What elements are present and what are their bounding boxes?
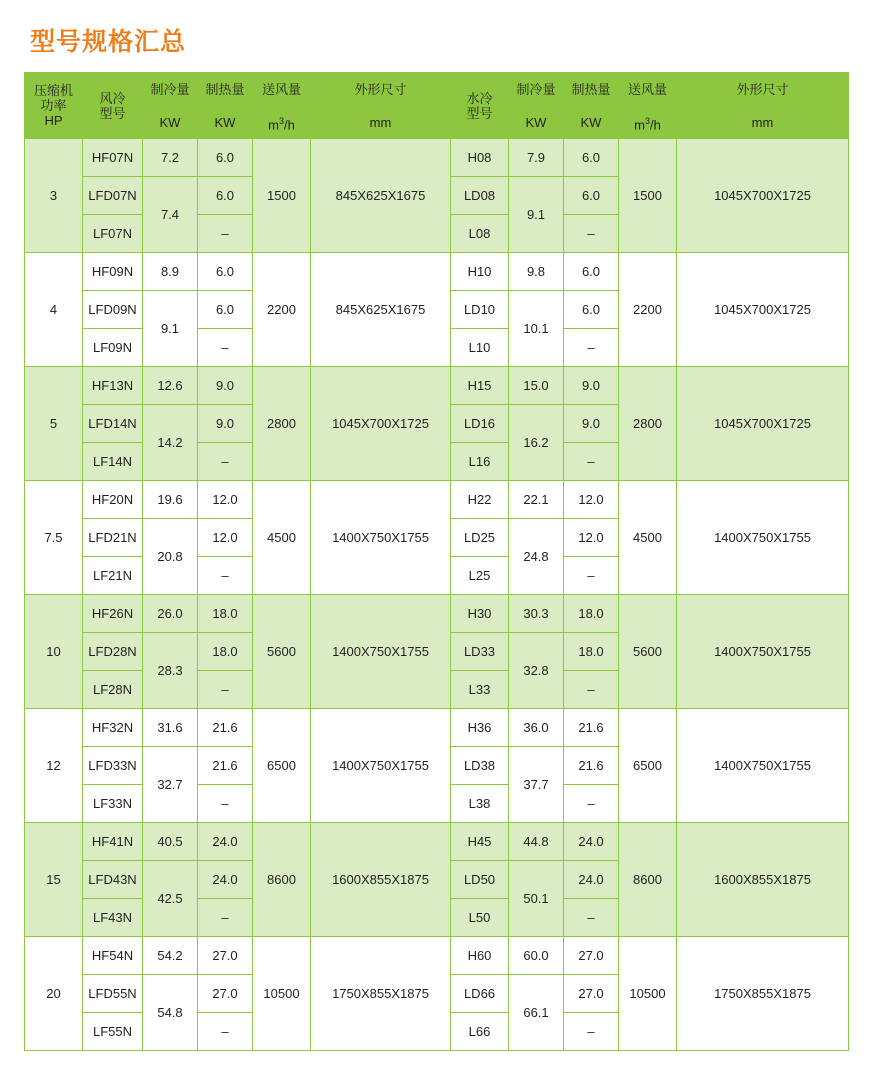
unit-water-airflow-tail: /h [650, 117, 661, 133]
cell-air-model: HF09N [83, 253, 143, 291]
unit-air-airflow-base: m [268, 117, 279, 133]
cell-air-model: LFD14N [83, 405, 143, 443]
header-water-model-line1: 水冷 [466, 90, 493, 106]
cell-air-cooling: 19.6 [143, 481, 198, 519]
cell-air-model: LFD09N [83, 291, 143, 329]
table-header-row-1 [25, 73, 849, 108]
cell-hp: 15 [25, 823, 83, 937]
cell-air-airflow: 5600 [253, 595, 311, 709]
cell-water-model: LD16 [451, 405, 509, 443]
cell-water-heating: – [564, 785, 619, 823]
cell-air-cooling: 7.2 [143, 139, 198, 177]
cell-water-dimensions: 1400X750X1755 [677, 481, 849, 595]
cell-air-dimensions: 1045X700X1725 [311, 367, 451, 481]
cell-air-model: LF33N [83, 785, 143, 823]
cell-water-model: L38 [451, 785, 509, 823]
header-air-dimensions: 外形尺寸 [311, 73, 451, 108]
cell-air-cooling: 12.6 [143, 367, 198, 405]
cell-water-heating: 9.0 [564, 367, 619, 405]
cell-air-heating: – [198, 671, 253, 709]
header-air-airflow: 送风量 [253, 73, 311, 108]
cell-air-model: LFD07N [83, 177, 143, 215]
cell-hp: 3 [25, 139, 83, 253]
cell-air-airflow: 2200 [253, 253, 311, 367]
cell-air-model: LFD55N [83, 975, 143, 1013]
cell-water-cooling: 36.0 [509, 709, 564, 747]
cell-air-airflow: 4500 [253, 481, 311, 595]
cell-water-model: LD66 [451, 975, 509, 1013]
cell-water-cooling: 50.1 [509, 861, 564, 937]
cell-air-model: HF41N [83, 823, 143, 861]
unit-air-airflow-tail: /h [284, 117, 295, 133]
cell-water-cooling: 66.1 [509, 975, 564, 1051]
unit-water-dimensions: mm [677, 108, 849, 139]
cell-water-model: H22 [451, 481, 509, 519]
cell-hp: 7.5 [25, 481, 83, 595]
cell-air-model: HF54N [83, 937, 143, 975]
header-hp-line2: 功率 [40, 98, 67, 113]
cell-water-cooling: 7.9 [509, 139, 564, 177]
table-row [25, 937, 849, 975]
cell-water-cooling: 10.1 [509, 291, 564, 367]
cell-water-model: H10 [451, 253, 509, 291]
cell-water-cooling: 15.0 [509, 367, 564, 405]
cell-air-model: LFD28N [83, 633, 143, 671]
cell-water-model: H15 [451, 367, 509, 405]
cell-air-cooling: 7.4 [143, 177, 198, 253]
header-water-cooling: 制冷量 [509, 73, 564, 108]
cell-water-model: LD38 [451, 747, 509, 785]
cell-water-model: H36 [451, 709, 509, 747]
cell-air-heating: 9.0 [198, 405, 253, 443]
cell-water-cooling: 24.8 [509, 519, 564, 595]
cell-air-model: HF32N [83, 709, 143, 747]
cell-water-cooling: 9.8 [509, 253, 564, 291]
table-row [25, 709, 849, 747]
cell-air-heating: 6.0 [198, 253, 253, 291]
cell-air-dimensions: 1400X750X1755 [311, 709, 451, 823]
cell-air-airflow: 6500 [253, 709, 311, 823]
table-row [25, 253, 849, 291]
table-row [25, 367, 849, 405]
unit-air-heating: KW [198, 108, 253, 139]
cell-water-model: H45 [451, 823, 509, 861]
cell-air-dimensions: 845X625X1675 [311, 253, 451, 367]
cell-water-model: L16 [451, 443, 509, 481]
cell-water-airflow: 4500 [619, 481, 677, 595]
header-water-model [451, 73, 509, 139]
cell-water-airflow: 2200 [619, 253, 677, 367]
cell-water-heating: 6.0 [564, 253, 619, 291]
cell-hp: 12 [25, 709, 83, 823]
cell-air-model: HF13N [83, 367, 143, 405]
cell-water-heating: – [564, 329, 619, 367]
cell-water-model: LD50 [451, 861, 509, 899]
cell-air-model: LF14N [83, 443, 143, 481]
header-water-heating: 制热量 [564, 73, 619, 108]
header-air-cooling: 制冷量 [143, 73, 198, 108]
cell-water-heating: 12.0 [564, 481, 619, 519]
cell-water-airflow: 8600 [619, 823, 677, 937]
header-water-airflow: 送风量 [619, 73, 677, 108]
table-header-row-2 [25, 108, 849, 139]
cell-air-heating: 27.0 [198, 937, 253, 975]
cell-air-airflow: 1500 [253, 139, 311, 253]
cell-water-heating: 6.0 [564, 139, 619, 177]
cell-water-cooling: 60.0 [509, 937, 564, 975]
cell-water-heating: 18.0 [564, 595, 619, 633]
page-title: 型号规格汇总 [30, 28, 187, 56]
cell-air-model: LF43N [83, 899, 143, 937]
cell-water-dimensions: 1400X750X1755 [677, 595, 849, 709]
cell-air-heating: 6.0 [198, 291, 253, 329]
cell-hp: 20 [25, 937, 83, 1051]
cell-water-heating: – [564, 215, 619, 253]
cell-water-dimensions: 1045X700X1725 [677, 367, 849, 481]
cell-air-airflow: 2800 [253, 367, 311, 481]
cell-air-heating: – [198, 557, 253, 595]
cell-water-heating: 27.0 [564, 937, 619, 975]
cell-air-heating: 6.0 [198, 177, 253, 215]
cell-air-heating: 27.0 [198, 975, 253, 1013]
cell-water-model: H30 [451, 595, 509, 633]
cell-air-dimensions: 1400X750X1755 [311, 595, 451, 709]
cell-air-heating: 9.0 [198, 367, 253, 405]
cell-water-heating: 6.0 [564, 177, 619, 215]
cell-air-heating: 12.0 [198, 519, 253, 557]
cell-air-model: LF21N [83, 557, 143, 595]
cell-air-heating: – [198, 785, 253, 823]
cell-air-dimensions: 845X625X1675 [311, 139, 451, 253]
cell-water-dimensions: 1045X700X1725 [677, 139, 849, 253]
cell-water-model: L10 [451, 329, 509, 367]
cell-water-cooling: 22.1 [509, 481, 564, 519]
unit-air-dimensions: mm [311, 108, 451, 139]
cell-air-dimensions: 1600X855X1875 [311, 823, 451, 937]
cell-air-cooling: 8.9 [143, 253, 198, 291]
table-body [25, 73, 849, 1051]
unit-water-airflow-sup: 3 [644, 115, 650, 126]
header-air-model-line2: 型号 [99, 105, 126, 121]
cell-hp: 10 [25, 595, 83, 709]
cell-air-cooling: 54.2 [143, 937, 198, 975]
cell-air-cooling: 54.8 [143, 975, 198, 1051]
cell-air-heating: 18.0 [198, 633, 253, 671]
cell-air-cooling: 26.0 [143, 595, 198, 633]
cell-air-dimensions: 1400X750X1755 [311, 481, 451, 595]
cell-water-heating: 9.0 [564, 405, 619, 443]
table-row [25, 595, 849, 633]
cell-water-cooling: 37.7 [509, 747, 564, 823]
cell-air-airflow: 8600 [253, 823, 311, 937]
cell-hp: 5 [25, 367, 83, 481]
cell-air-cooling: 28.3 [143, 633, 198, 709]
cell-air-cooling: 14.2 [143, 405, 198, 481]
cell-water-cooling: 30.3 [509, 595, 564, 633]
cell-water-airflow: 10500 [619, 937, 677, 1051]
cell-water-model: L33 [451, 671, 509, 709]
cell-air-heating: 18.0 [198, 595, 253, 633]
cell-air-heating: – [198, 899, 253, 937]
cell-air-cooling: 31.6 [143, 709, 198, 747]
unit-water-airflow-base: m [634, 117, 645, 133]
cell-air-heating: 24.0 [198, 861, 253, 899]
cell-water-dimensions: 1600X855X1875 [677, 823, 849, 937]
cell-air-cooling: 32.7 [143, 747, 198, 823]
cell-water-heating: 24.0 [564, 861, 619, 899]
cell-water-model: H60 [451, 937, 509, 975]
cell-water-model: L08 [451, 215, 509, 253]
cell-water-model: LD10 [451, 291, 509, 329]
cell-air-heating: 12.0 [198, 481, 253, 519]
cell-water-model: LD08 [451, 177, 509, 215]
cell-water-cooling: 16.2 [509, 405, 564, 481]
cell-water-heating: – [564, 671, 619, 709]
cell-water-dimensions: 1750X855X1875 [677, 937, 849, 1051]
cell-water-heating: – [564, 899, 619, 937]
cell-air-model: HF07N [83, 139, 143, 177]
cell-water-model: LD33 [451, 633, 509, 671]
cell-air-model: HF26N [83, 595, 143, 633]
cell-air-dimensions: 1750X855X1875 [311, 937, 451, 1051]
cell-water-heating: – [564, 557, 619, 595]
cell-air-cooling: 40.5 [143, 823, 198, 861]
cell-air-cooling: 42.5 [143, 861, 198, 937]
header-air-heating: 制热量 [198, 73, 253, 108]
cell-air-heating: – [198, 329, 253, 367]
cell-air-model: LF28N [83, 671, 143, 709]
cell-air-airflow: 10500 [253, 937, 311, 1051]
cell-water-airflow: 6500 [619, 709, 677, 823]
unit-air-airflow [253, 108, 311, 139]
cell-water-heating: – [564, 1013, 619, 1051]
cell-water-heating: 21.6 [564, 747, 619, 785]
unit-air-airflow-sup: 3 [278, 115, 284, 126]
cell-water-heating: 27.0 [564, 975, 619, 1013]
cell-water-heating: 18.0 [564, 633, 619, 671]
header-air-model [83, 73, 143, 139]
cell-water-cooling: 9.1 [509, 177, 564, 253]
header-hp [25, 73, 83, 139]
unit-water-airflow [619, 108, 677, 139]
cell-water-cooling: 44.8 [509, 823, 564, 861]
cell-air-cooling: 9.1 [143, 291, 198, 367]
cell-air-model: LFD21N [83, 519, 143, 557]
cell-air-heating: 24.0 [198, 823, 253, 861]
cell-air-heating: – [198, 215, 253, 253]
table-row [25, 823, 849, 861]
cell-water-heating: 6.0 [564, 291, 619, 329]
cell-air-cooling: 20.8 [143, 519, 198, 595]
cell-air-heating: 6.0 [198, 139, 253, 177]
cell-water-cooling: 32.8 [509, 633, 564, 709]
header-hp-line3: HP [44, 113, 63, 128]
header-water-model-line2: 型号 [466, 105, 493, 121]
cell-water-model: LD25 [451, 519, 509, 557]
cell-water-heating: – [564, 443, 619, 481]
cell-water-heating: 12.0 [564, 519, 619, 557]
header-hp-line1: 压缩机 [33, 83, 73, 98]
cell-water-airflow: 5600 [619, 595, 677, 709]
cell-water-model: L25 [451, 557, 509, 595]
cell-water-heating: 24.0 [564, 823, 619, 861]
cell-water-model: L50 [451, 899, 509, 937]
cell-air-model: LFD33N [83, 747, 143, 785]
specification-table [24, 72, 849, 1051]
cell-water-airflow: 1500 [619, 139, 677, 253]
cell-air-heating: 21.6 [198, 709, 253, 747]
cell-air-heating: – [198, 443, 253, 481]
cell-air-model: LF09N [83, 329, 143, 367]
cell-air-model: LFD43N [83, 861, 143, 899]
header-air-model-line1: 风冷 [99, 90, 126, 106]
cell-hp: 4 [25, 253, 83, 367]
unit-air-cooling: KW [143, 108, 198, 139]
cell-air-model: HF20N [83, 481, 143, 519]
cell-water-model: L66 [451, 1013, 509, 1051]
cell-water-dimensions: 1045X700X1725 [677, 253, 849, 367]
cell-water-heating: 21.6 [564, 709, 619, 747]
cell-air-model: LF55N [83, 1013, 143, 1051]
cell-water-model: H08 [451, 139, 509, 177]
table-row [25, 139, 849, 177]
cell-air-heating: – [198, 1013, 253, 1051]
unit-water-heating: KW [564, 108, 619, 139]
header-water-dimensions: 外形尺寸 [677, 73, 849, 108]
cell-air-model: LF07N [83, 215, 143, 253]
table-row [25, 481, 849, 519]
cell-water-dimensions: 1400X750X1755 [677, 709, 849, 823]
cell-air-heating: 21.6 [198, 747, 253, 785]
cell-water-airflow: 2800 [619, 367, 677, 481]
unit-water-cooling: KW [509, 108, 564, 139]
